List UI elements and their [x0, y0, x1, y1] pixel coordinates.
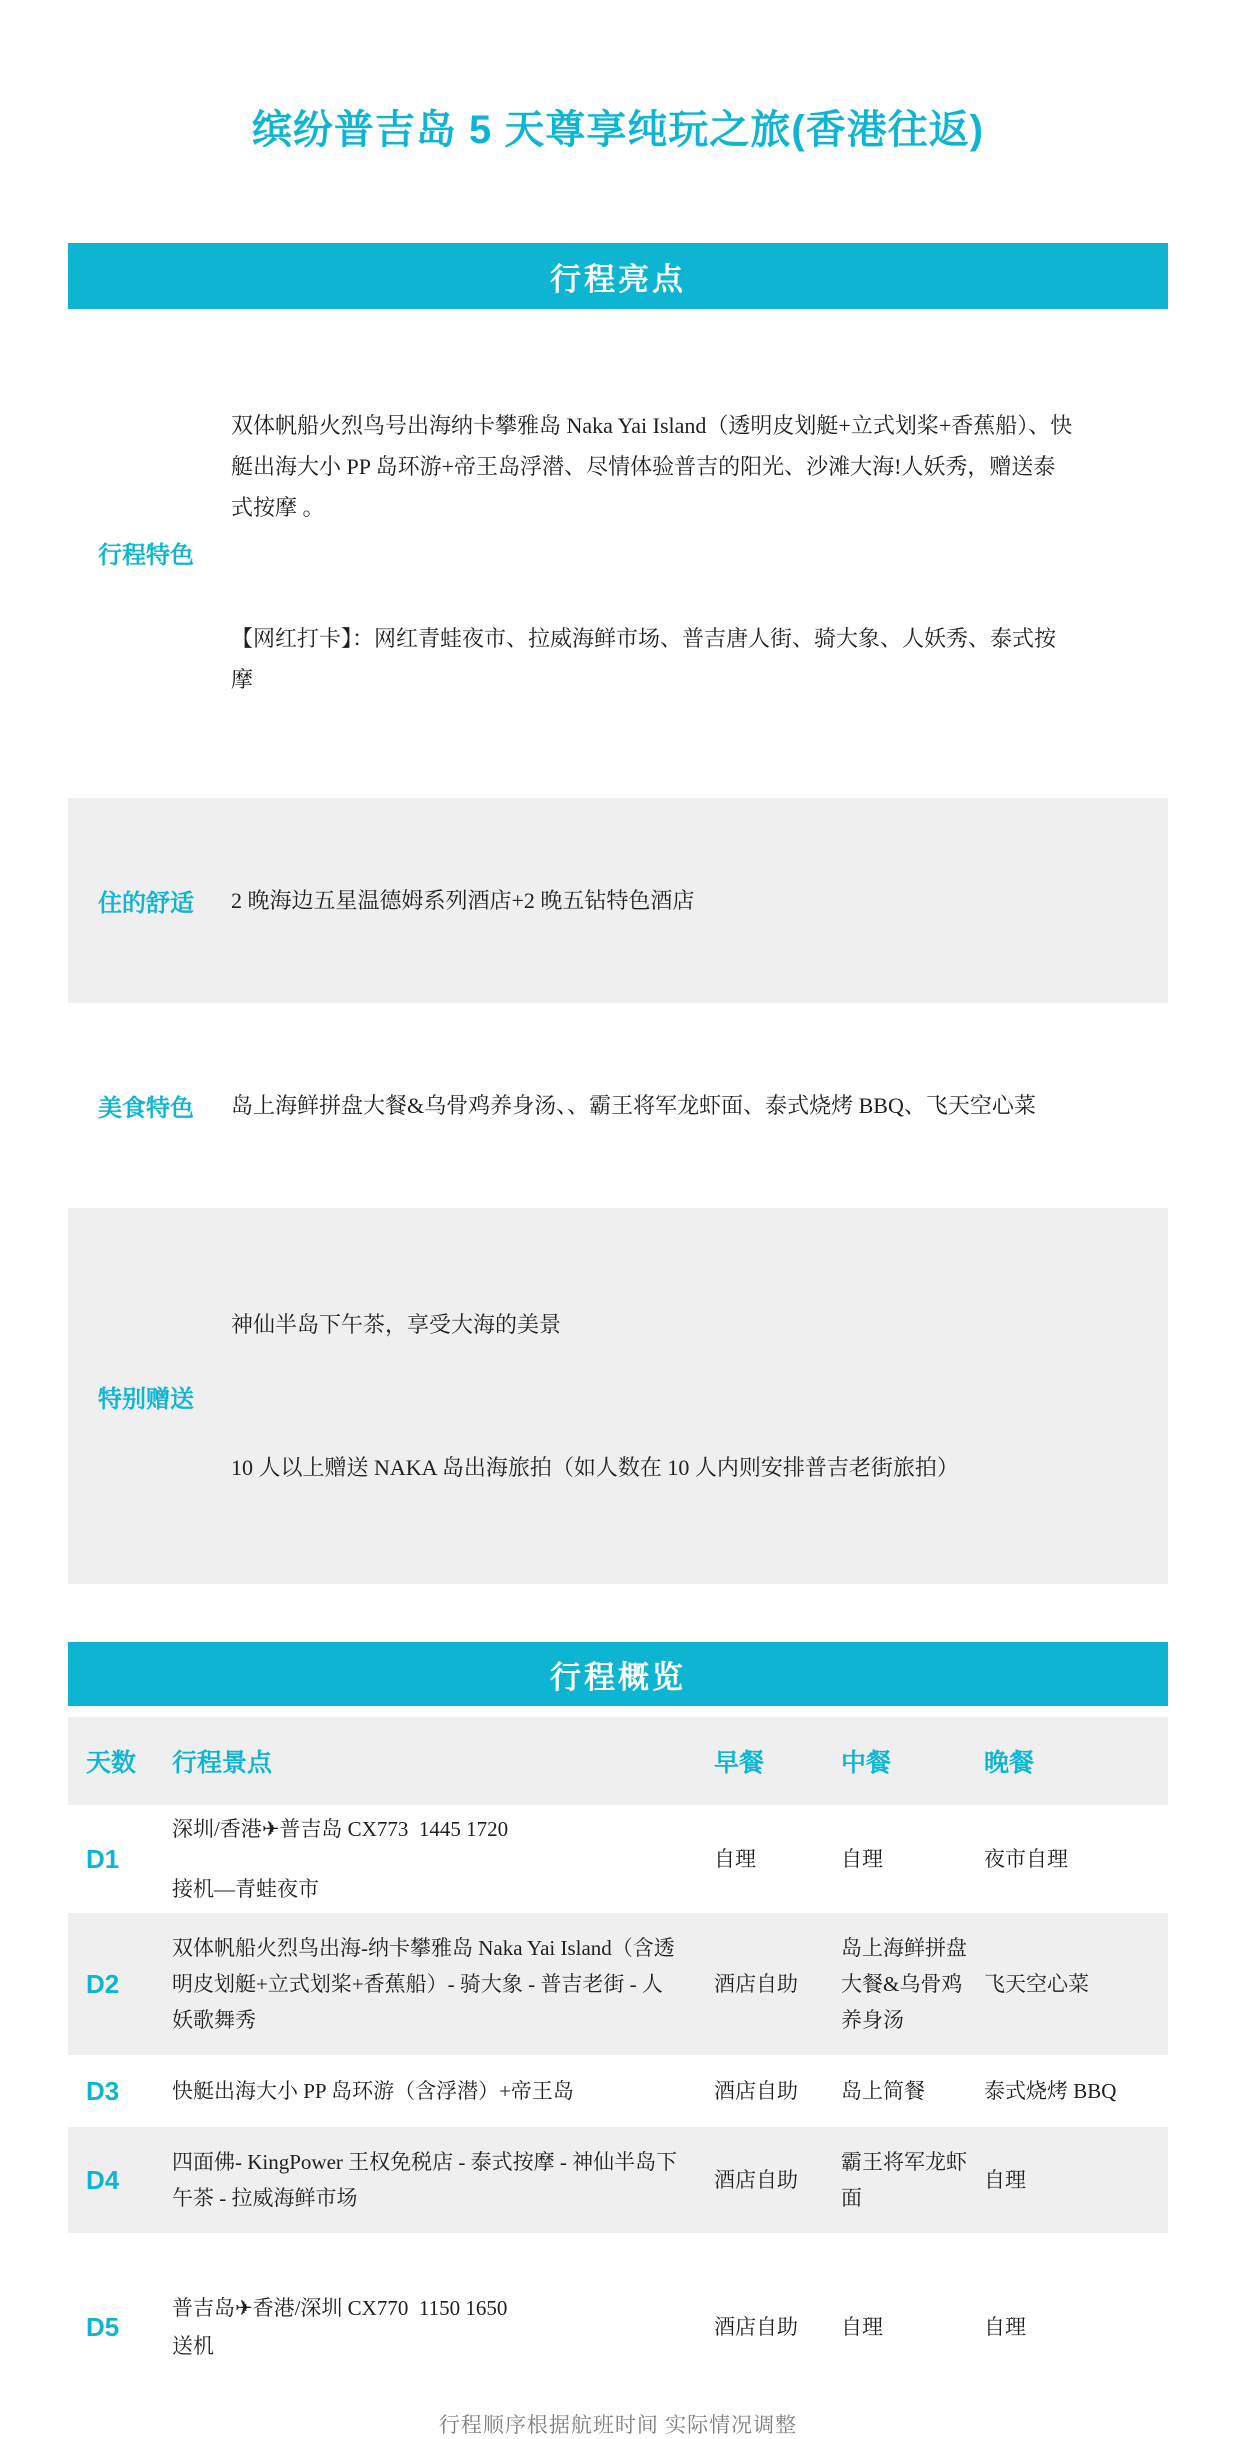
column-header-day: 天数 [86, 1749, 137, 1777]
highlight-row-content [231, 1003, 1076, 1208]
day-badge: D2 [86, 1969, 120, 1999]
highlight-row-content [231, 798, 1076, 1003]
itinerary-cell [172, 1930, 714, 2038]
breakfast-cell: 自理 [714, 1847, 756, 1871]
day-badge: D5 [86, 2312, 120, 2342]
overview-table-header-row [68, 1717, 1168, 1805]
itinerary-flight-line: 普吉岛✈香港/深圳 CX770 1150 1650 [172, 2296, 508, 2320]
content-area [68, 243, 1168, 2439]
day-badge: D3 [86, 2076, 120, 2106]
dinner-cell: 自理 [984, 2168, 1026, 2192]
itinerary-cell [172, 2144, 714, 2216]
itinerary-cell [172, 2073, 714, 2109]
highlight-row-label: 特别赠送 [98, 1385, 194, 1413]
highlight-row-hotel [68, 798, 1168, 1003]
itinerary-cell [172, 2290, 714, 2364]
highlight-row-content [231, 1222, 1076, 1570]
gift-paragraph-2: 10 人以上赠送 NAKA 岛出海旅拍（如人数在 10 人内则安排普吉老街旅拍） [231, 1455, 959, 1480]
column-header-breakfast: 早餐 [714, 1749, 765, 1777]
highlight-row-food [68, 1003, 1168, 1208]
lunch-cell: 霸王将军龙虾面 [841, 2150, 967, 2210]
lunch-cell: 自理 [841, 1847, 883, 1871]
day-badge: D4 [86, 2165, 120, 2195]
itinerary-line: 接机—青蛙夜市 [172, 1877, 319, 1901]
dinner-cell: 飞天空心菜 [984, 1972, 1089, 1996]
itinerary-flight-line: 深圳/香港✈普吉岛 CX773 1445 1720 [172, 1817, 509, 1841]
food-paragraph: 岛上海鲜拼盘大餐&乌骨鸡养身汤、、霸王将军龙虾面、泰式烧烤 BBQ、飞天空心菜 [231, 1093, 1036, 1118]
breakfast-cell: 酒店自助 [714, 2079, 798, 2103]
column-header-lunch: 中餐 [841, 1749, 892, 1777]
features-checkin-paragraph: 【网红打卡】：网红青蛙夜市、拉威海鲜市场、普吉唐人街、骑大象、人妖秀、泰式按摩 [231, 626, 1057, 692]
column-header-itinerary: 行程景点 [172, 1749, 273, 1777]
page-title: 缤纷普吉岛 5 天尊享纯玩之旅(香港往返) [251, 108, 985, 152]
overview-table [68, 1717, 1168, 2375]
lunch-cell: 自理 [841, 2315, 883, 2339]
itinerary-line: 双体帆船火烈鸟出海-纳卡攀雅岛 Naka Yai Island（含透明皮划艇+立式划桨+香蕉船）- 骑大象 - 普吉老街 - 人妖歌舞秀 [172, 1936, 675, 2032]
overview-section-header [68, 1642, 1168, 1706]
highlight-row-features [68, 309, 1168, 798]
highlight-row-label: 行程特色 [98, 542, 194, 569]
column-header-dinner: 晚餐 [984, 1749, 1035, 1777]
itinerary-line: 送机 [172, 2334, 214, 2358]
highlights-section-title: 行程亮点 [550, 261, 686, 297]
dinner-cell: 自理 [984, 2315, 1026, 2339]
lunch-cell: 岛上海鲜拼盘大餐&乌骨鸡养身汤 [841, 1936, 967, 2032]
day-row-d5 [68, 2279, 1168, 2375]
features-paragraph: 双体帆船火烈鸟号出海纳卡攀雅岛 Naka Yai Island（透明皮划艇+立式划桨+香蕉船）、快艇出海大小 PP 岛环游+帝王岛浮潜、尽情体验普吉的阳光、沙滩大海!人妖秀，赠送泰式按摩 。 [231, 413, 1073, 520]
hotel-paragraph: 2 晚海边五星温德姆系列酒店+2 晚五钻特色酒店 [231, 888, 695, 913]
day-row-d4 [68, 2127, 1168, 2233]
day-badge: D1 [86, 1844, 120, 1874]
dinner-cell: 泰式烧烤 BBQ [984, 2079, 1117, 2103]
itinerary-line: 快艇出海大小 PP 岛环游（含浮潜）+帝王岛 [172, 2079, 574, 2103]
itinerary-line: 四面佛- KingPower 王权免税店 - 泰式按摩 - 神仙半岛下午茶 - 拉威海鲜市场 [172, 2150, 678, 2210]
schedule-disclaimer: 行程顺序根据航班时间 实际情况调整 [438, 2413, 798, 2437]
breakfast-cell: 酒店自助 [714, 1972, 798, 1996]
highlight-row-content [231, 323, 1076, 782]
day-row-d2 [68, 1913, 1168, 2055]
highlight-row-gift [68, 1208, 1168, 1584]
dinner-cell: 夜市自理 [984, 1847, 1068, 1871]
highlight-row-label: 美食特色 [98, 1095, 194, 1122]
itinerary-cell [172, 1811, 714, 1907]
overview-section-title: 行程概览 [550, 1659, 686, 1695]
breakfast-cell: 酒店自助 [714, 2168, 798, 2192]
highlight-row-label: 住的舒适 [98, 890, 194, 917]
day-row-d1 [68, 1805, 1168, 1913]
breakfast-cell: 酒店自助 [714, 2315, 798, 2339]
day-row-d3 [68, 2055, 1168, 2127]
gift-paragraph-1: 神仙半岛下午茶，享受大海的美景 [231, 1312, 562, 1337]
highlights-section-header [68, 243, 1168, 309]
lunch-cell: 岛上简餐 [841, 2079, 925, 2103]
highlights-table [68, 309, 1168, 1584]
